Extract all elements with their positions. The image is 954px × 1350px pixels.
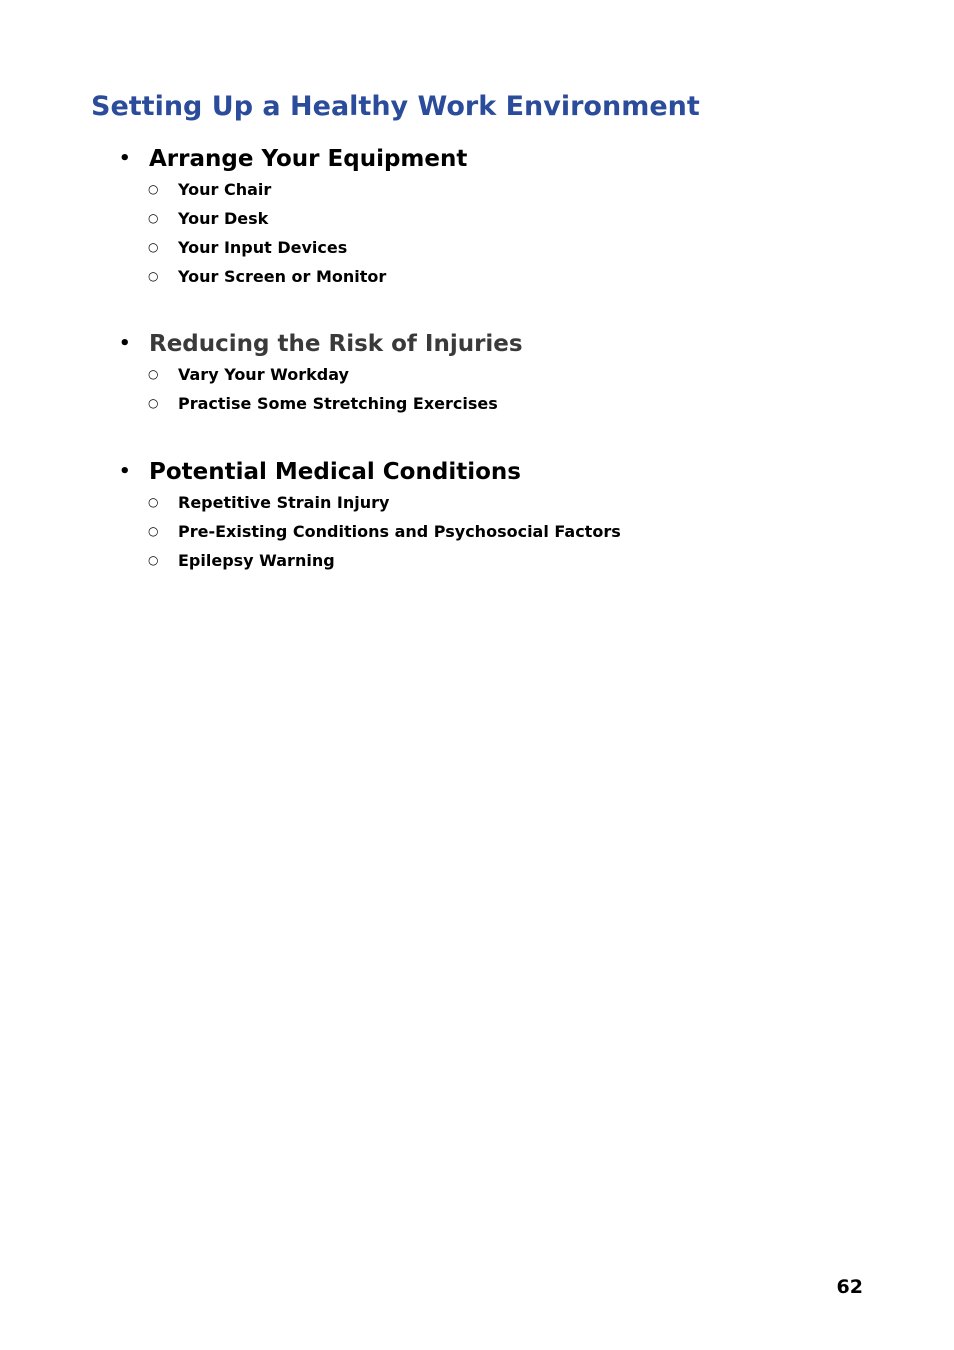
- circle-bullet-icon: ○: [148, 211, 159, 225]
- section-title: Potential Medical Conditions: [149, 459, 521, 485]
- circle-bullet-icon: ○: [148, 269, 159, 283]
- section-title: Arrange Your Equipment: [149, 146, 468, 172]
- circle-bullet-icon: ○: [148, 553, 159, 567]
- section-title: Reducing the Risk of Injuries: [149, 331, 523, 357]
- circle-bullet-icon: ○: [148, 240, 159, 254]
- bullet-icon: •: [119, 461, 131, 482]
- list-item-label: Your Chair: [178, 180, 272, 199]
- list-item: [0, 488, 954, 517]
- list-item-label: Your Desk: [178, 209, 269, 228]
- bullet-icon: •: [119, 333, 131, 354]
- sub-list: [0, 175, 954, 291]
- circle-bullet-icon: ○: [148, 182, 159, 196]
- list-item: [0, 204, 954, 233]
- list-item-label: Your Screen or Monitor: [178, 267, 387, 286]
- section-heading-row: [0, 143, 954, 175]
- list-item: [0, 389, 954, 418]
- list-item: [0, 175, 954, 204]
- circle-bullet-icon: ○: [148, 367, 159, 381]
- section-heading-row: [0, 456, 954, 488]
- list-item: [0, 517, 954, 546]
- list-item: [0, 546, 954, 575]
- section-medical-conditions: [0, 456, 954, 575]
- list-item: [0, 360, 954, 389]
- list-item-label: Pre-Existing Conditions and Psychosocial Factors: [178, 522, 621, 541]
- section-heading-row: [0, 328, 954, 360]
- page-number: 62: [836, 1276, 863, 1298]
- list-item: [0, 262, 954, 291]
- circle-bullet-icon: ○: [148, 495, 159, 509]
- list-item-label: Epilepsy Warning: [178, 551, 335, 570]
- list-item: [0, 233, 954, 262]
- list-item-label: Repetitive Strain Injury: [178, 493, 390, 512]
- sub-list: [0, 360, 954, 418]
- section-reducing-risk: [0, 328, 954, 418]
- list-item-label: Vary Your Workday: [178, 365, 349, 384]
- circle-bullet-icon: ○: [148, 524, 159, 538]
- list-item-label: Practise Some Stretching Exercises: [178, 394, 498, 413]
- sub-list: [0, 488, 954, 575]
- circle-bullet-icon: ○: [148, 396, 159, 410]
- section-arrange-equipment: [0, 143, 954, 291]
- bullet-icon: •: [119, 148, 131, 169]
- page-title: Setting Up a Healthy Work Environment: [91, 91, 700, 122]
- list-item-label: Your Input Devices: [178, 238, 348, 257]
